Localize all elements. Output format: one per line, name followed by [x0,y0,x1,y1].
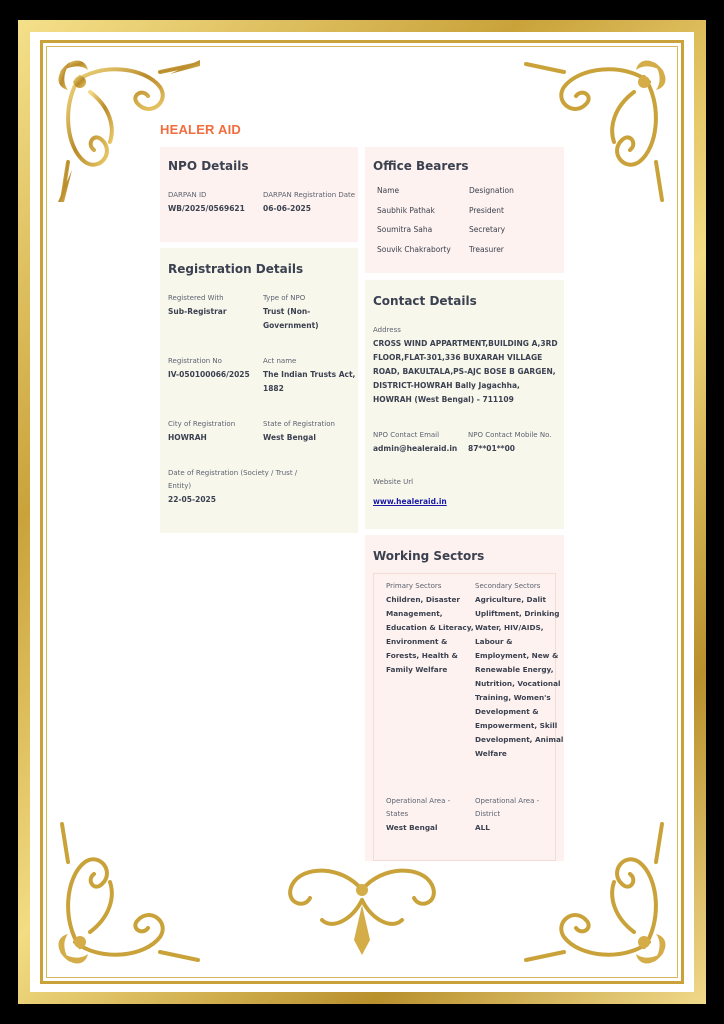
npo-type-label: Type of NPO [263,294,306,302]
table-row [373,240,556,260]
table-row [373,201,556,221]
table-row [373,220,556,240]
npo-type-value: Trust (Non-Government) [263,307,319,330]
website-link[interactable]: www.healeraid.in [373,497,447,506]
designation-column-header: Designation [469,186,514,196]
working-sectors-card [365,535,564,861]
act-name-value: The Indian Trusts Act, 1882 [263,370,356,393]
corner-ornament-icon [50,822,200,972]
office-bearers-table [373,181,556,259]
contact-email-label: NPO Contact Email [373,431,440,439]
contact-mobile-value: 87**01**00 [468,444,515,453]
registered-with-value: Sub-Registrar [168,307,227,316]
contact-mobile-label: NPO Contact Mobile No. [468,431,552,439]
registered-with-label: Registered With [168,294,224,302]
darpan-reg-date-value: 06-06-2025 [263,204,311,213]
operational-district-label: Operational Area - District [475,797,540,818]
operational-district-value: ALL [475,823,490,832]
brand-name: HEALER AID [160,122,241,137]
bearer-name: Soumitra Saha [377,225,433,235]
registration-no-label: Registration No [168,357,222,365]
office-bearers-card [365,147,564,273]
state-label: State of Registration [263,420,335,428]
city-value: HOWRAH [168,433,207,442]
bearer-designation: Treasurer [469,244,504,254]
contact-email-value[interactable]: admin@healeraid.in [373,444,458,453]
address-value: CROSS WIND APPARTMENT,BUILDING A,3RD FLOOR,FLAT-301,336 BUXARAH VILLAGE ROAD, BAKULTALA,PS-AJC BOSE B GARGEN, DISTRICT-HOWRAH Bally Jagachha, HOWRAH (West Bengal) - 711109 [373,339,558,404]
bottom-center-ornament-icon [272,860,452,960]
registration-date-value: 22-05-2025 [168,495,216,504]
bearer-name: Souvik Chakraborty [377,244,451,254]
bearer-designation: Secretary [469,225,506,235]
act-name-label: Act name [263,357,297,365]
darpan-id-value: WB/2025/0569621 [168,204,245,213]
address-label: Address [373,326,401,334]
npo-details-card [160,147,358,242]
contact-details-title: Contact Details [373,294,477,308]
website-label: Website Url [373,478,414,486]
registration-details-title: Registration Details [168,262,304,276]
operational-states-label: Operational Area - States [386,797,451,818]
table-header-row [373,181,556,201]
registration-details-card [160,248,358,533]
npo-details-title: NPO Details [168,159,249,173]
primary-sectors-label: Primary Sectors [386,582,442,590]
contact-details-card [365,280,564,529]
operational-states-value: West Bengal [386,823,438,832]
darpan-reg-date-label: DARPAN Registration Date [263,191,356,199]
bearer-name: Saubhik Pathak [377,205,435,215]
name-column-header: Name [377,186,400,196]
primary-sectors-value: Children, Disaster Management, Education & Literacy, Environment & Forests, Health & Family Welfare [386,595,474,674]
office-bearers-title: Office Bearers [373,159,469,173]
city-label: City of Registration [168,420,236,428]
registration-date-label: Date of Registration (Society / Trust / Entity) [168,469,298,490]
secondary-sectors-value: Agriculture, Dalit Upliftment, Drinking Water, HIV/AIDS, Labour & Employment, New & Renewable Energy, Nutrition, Vocational Training, Women's Development & Empowerment, Skill Development, Animal Welfare [475,595,564,758]
registration-no-value: IV-050100066/2025 [168,370,250,379]
working-sectors-panel [373,573,564,861]
state-value: West Bengal [263,433,316,442]
darpan-id-label: DARPAN ID [168,191,207,199]
secondary-sectors-label: Secondary Sectors [475,582,541,590]
bearer-designation: President [469,205,504,215]
working-sectors-title: Working Sectors [373,549,485,563]
